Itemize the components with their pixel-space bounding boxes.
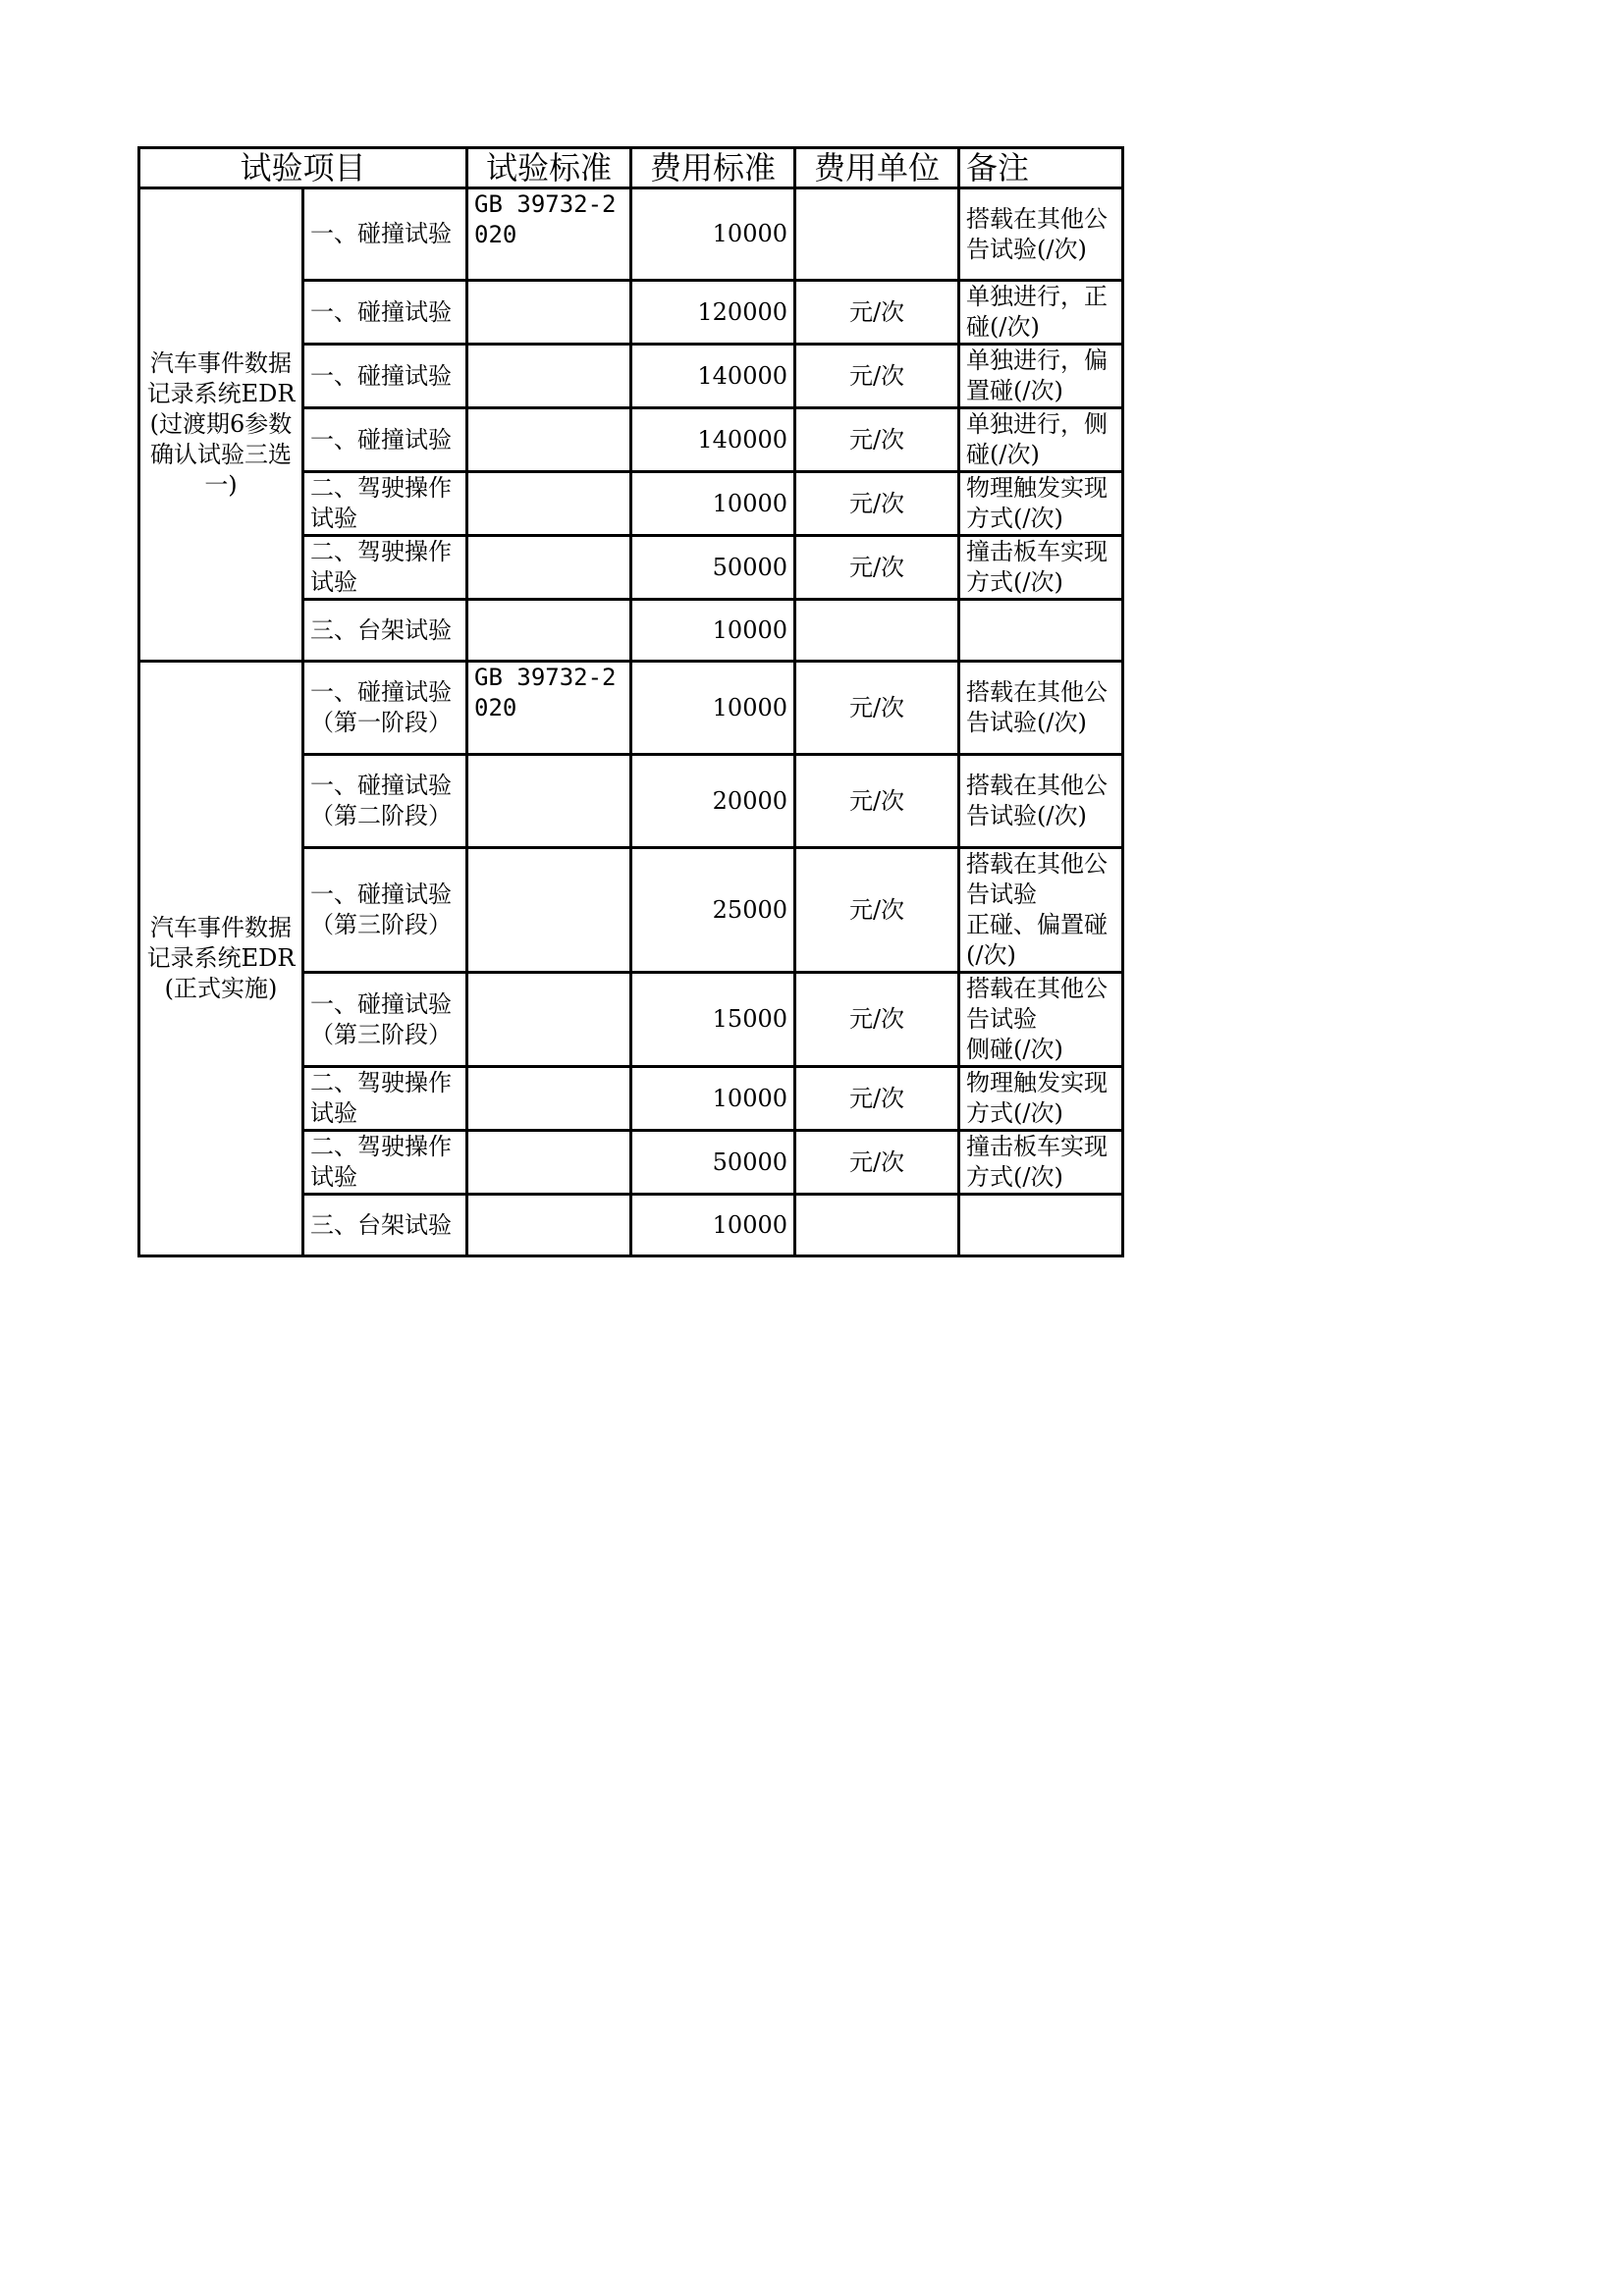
fee-cell: 50000 — [631, 1131, 795, 1195]
unit-cell: 元/次 — [795, 755, 959, 848]
unit-cell: 元/次 — [795, 973, 959, 1067]
standard-cell — [467, 755, 631, 848]
item-cell: 二、驾驶操作试验 — [303, 536, 467, 600]
note-cell: 物理触发实现方式(/次) — [959, 472, 1123, 536]
unit-cell: 元/次 — [795, 848, 959, 973]
fee-cell: 20000 — [631, 755, 795, 848]
unit-cell: 元/次 — [795, 1067, 959, 1131]
header-standard: 试验标准 — [467, 148, 631, 188]
note-cell: 撞击板车实现方式(/次) — [959, 1131, 1123, 1195]
unit-cell: 元/次 — [795, 662, 959, 755]
unit-cell: 元/次 — [795, 472, 959, 536]
fee-cell: 15000 — [631, 973, 795, 1067]
standard-cell — [467, 345, 631, 408]
standard-cell — [467, 600, 631, 662]
note-cell: 单独进行，正碰(/次) — [959, 281, 1123, 345]
category-cell: 汽车事件数据记录系统EDR(过渡期6参数确认试验三选一) — [139, 188, 303, 662]
note-cell: 搭载在其他公告试验(/次) — [959, 755, 1123, 848]
fee-cell: 50000 — [631, 536, 795, 600]
fee-cell: 10000 — [631, 472, 795, 536]
standard-cell — [467, 281, 631, 345]
unit-cell — [795, 600, 959, 662]
item-cell: 二、驾驶操作试验 — [303, 1067, 467, 1131]
item-cell: 一、碰撞试验 — [303, 408, 467, 472]
note-cell: 撞击板车实现方式(/次) — [959, 536, 1123, 600]
unit-cell: 元/次 — [795, 345, 959, 408]
fee-cell: 25000 — [631, 848, 795, 973]
item-cell: 一、碰撞试验 — [303, 281, 467, 345]
item-cell: 一、碰撞试验（第三阶段） — [303, 848, 467, 973]
header-unit: 费用单位 — [795, 148, 959, 188]
note-cell: 搭载在其他公告试验(/次) — [959, 188, 1123, 281]
fee-cell: 140000 — [631, 345, 795, 408]
fee-cell: 10000 — [631, 600, 795, 662]
note-cell: 搭载在其他公告试验 侧碰(/次) — [959, 973, 1123, 1067]
standard-cell — [467, 408, 631, 472]
fee-cell: 10000 — [631, 1067, 795, 1131]
unit-cell — [795, 188, 959, 281]
standard-cell — [467, 973, 631, 1067]
standard-cell: GB 39732-2020 — [467, 662, 631, 755]
unit-cell: 元/次 — [795, 408, 959, 472]
item-cell: 三、台架试验 — [303, 1195, 467, 1256]
item-cell: 一、碰撞试验（第一阶段） — [303, 662, 467, 755]
header-fee: 费用标准 — [631, 148, 795, 188]
note-cell: 物理触发实现方式(/次) — [959, 1067, 1123, 1131]
header-row — [139, 148, 1123, 188]
fee-cell: 140000 — [631, 408, 795, 472]
note-cell: 搭载在其他公告试验(/次) — [959, 662, 1123, 755]
table-row — [139, 188, 1123, 281]
note-cell — [959, 600, 1123, 662]
fee-cell: 10000 — [631, 1195, 795, 1256]
item-cell: 三、台架试验 — [303, 600, 467, 662]
category-cell: 汽车事件数据记录系统EDR(正式实施) — [139, 662, 303, 1256]
unit-cell: 元/次 — [795, 536, 959, 600]
item-cell: 二、驾驶操作试验 — [303, 472, 467, 536]
unit-cell: 元/次 — [795, 281, 959, 345]
item-cell: 二、驾驶操作试验 — [303, 1131, 467, 1195]
note-cell — [959, 1195, 1123, 1256]
fee-cell: 10000 — [631, 188, 795, 281]
item-cell: 一、碰撞试验 — [303, 188, 467, 281]
note-cell: 单独进行，偏置碰(/次) — [959, 345, 1123, 408]
item-cell: 一、碰撞试验 — [303, 345, 467, 408]
item-cell: 一、碰撞试验（第三阶段） — [303, 973, 467, 1067]
header-note: 备注 — [959, 148, 1123, 188]
note-cell: 单独进行，侧碰(/次) — [959, 408, 1123, 472]
fee-cell: 120000 — [631, 281, 795, 345]
standard-cell — [467, 1067, 631, 1131]
header-item: 试验项目 — [139, 148, 467, 188]
standard-cell — [467, 1195, 631, 1256]
table-row — [139, 662, 1123, 755]
standard-cell — [467, 1131, 631, 1195]
standard-cell — [467, 848, 631, 973]
unit-cell: 元/次 — [795, 1131, 959, 1195]
unit-cell — [795, 1195, 959, 1256]
fee-table — [137, 146, 1124, 1257]
standard-cell — [467, 536, 631, 600]
fee-cell: 10000 — [631, 662, 795, 755]
standard-cell: GB 39732-2020 — [467, 188, 631, 281]
note-cell: 搭载在其他公告试验 正碰、偏置碰(/次) — [959, 848, 1123, 973]
item-cell: 一、碰撞试验（第二阶段） — [303, 755, 467, 848]
standard-cell — [467, 472, 631, 536]
